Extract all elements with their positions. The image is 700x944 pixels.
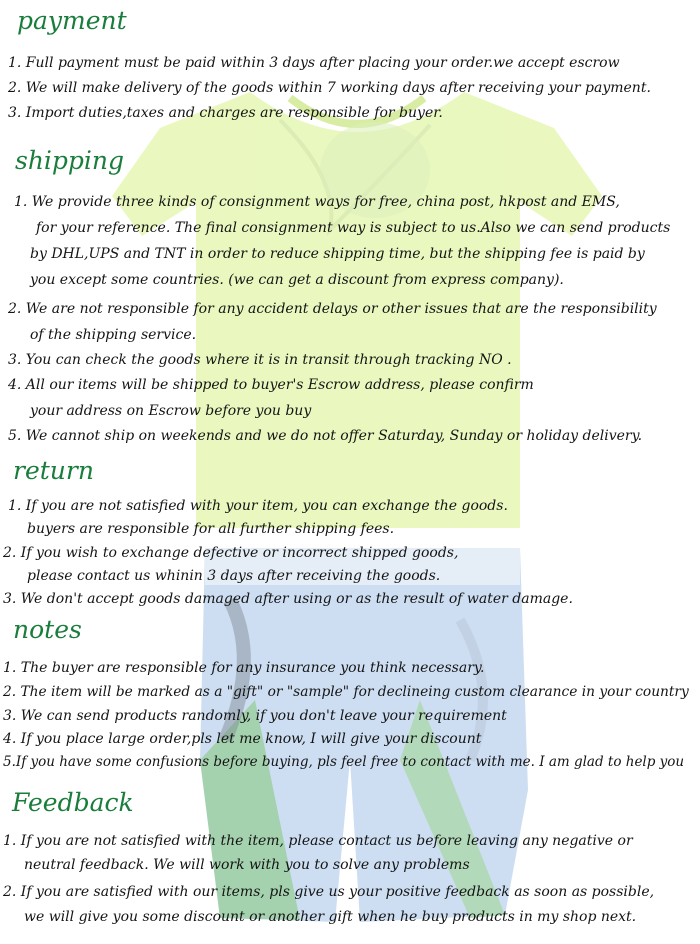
payment-line-3: 3. Import duties,taxes and charges are responsible for buyer. (8, 105, 443, 121)
return-line-2: buyers are responsible for all further shipping fees. (27, 521, 395, 537)
return-line-5: 3. We don't accept goods damaged after using or as the result of water damage. (3, 591, 573, 607)
shipping-line-4: you except some countries. (we can get a discount from express company). (30, 272, 564, 288)
shipping-line-3: by DHL,UPS and TNT in order to reduce shipping time, but the shipping fee is paid by (30, 246, 645, 262)
section-heading-feedback: Feedback (12, 788, 134, 817)
shipping-line-10: 5. We cannot ship on weekends and we do not offer Saturday, Sunday or holiday delivery. (8, 428, 643, 444)
section-heading-shipping: shipping (15, 146, 125, 175)
return-line-3: 2. If you wish to exchange defective or incorrect shipped goods, (3, 545, 459, 561)
shipping-line-1: 1. We provide three kinds of consignment ways for free, china post, hkpost and EMS, (14, 194, 620, 210)
notes-line-3: 3. We can send products randomly, if you don't leave your requirement (3, 708, 507, 724)
notes-line-4: 4. If you place large order,pls let me know, I will give your discount (3, 731, 482, 747)
shipping-line-2: for your reference. The final consignment way is subject to us.Also we can send products (36, 220, 671, 236)
section-heading-notes: notes (13, 615, 82, 644)
feedback-line-2: neutral feedback. We will work with you to solve any problems (24, 857, 470, 873)
notes-line-5: 5.If you have some confusions before buying, pls feel free to contact with me. I am glad to help you (3, 754, 685, 770)
feedback-line-4: we will give you some discount or another gift when he buy products in my shop next. (24, 909, 637, 925)
payment-line-2: 2. We will make delivery of the goods within 7 working days after receiving your payment. (8, 80, 651, 96)
section-heading-payment: payment (17, 6, 127, 35)
return-line-4: please contact us whinin 3 days after receiving the goods. (27, 568, 441, 584)
section-heading-return: return (13, 456, 94, 485)
feedback-line-1: 1. If you are not satisfied with the item, please contact us before leaving any negative or (3, 833, 633, 849)
shipping-line-5: 2. We are not responsible for any accident delays or other issues that are the responsibility (8, 301, 657, 317)
notes-line-2: 2. The item will be marked as a "gift" or "sample" for declineing custom clearance in your country (3, 684, 689, 700)
return-line-1: 1. If you are not satisfied with your item, you can exchange the goods. (8, 498, 508, 514)
payment-line-1: 1. Full payment must be paid within 3 days after placing your order.we accept escrow (8, 55, 620, 71)
shipping-line-8: 4. All our items will be shipped to buyer's Escrow address, please confirm (8, 377, 534, 393)
shipping-line-9: your address on Escrow before you buy (30, 403, 312, 419)
shipping-line-6: of the shipping service. (30, 327, 197, 343)
notes-line-1: 1. The buyer are responsible for any insurance you think necessary. (3, 660, 485, 676)
feedback-line-3: 2. If you are satisfied with our items, pls give us your positive feedback as soon as possible, (3, 884, 655, 900)
shipping-line-7: 3. You can check the goods where it is in transit through tracking NO . (8, 352, 512, 368)
